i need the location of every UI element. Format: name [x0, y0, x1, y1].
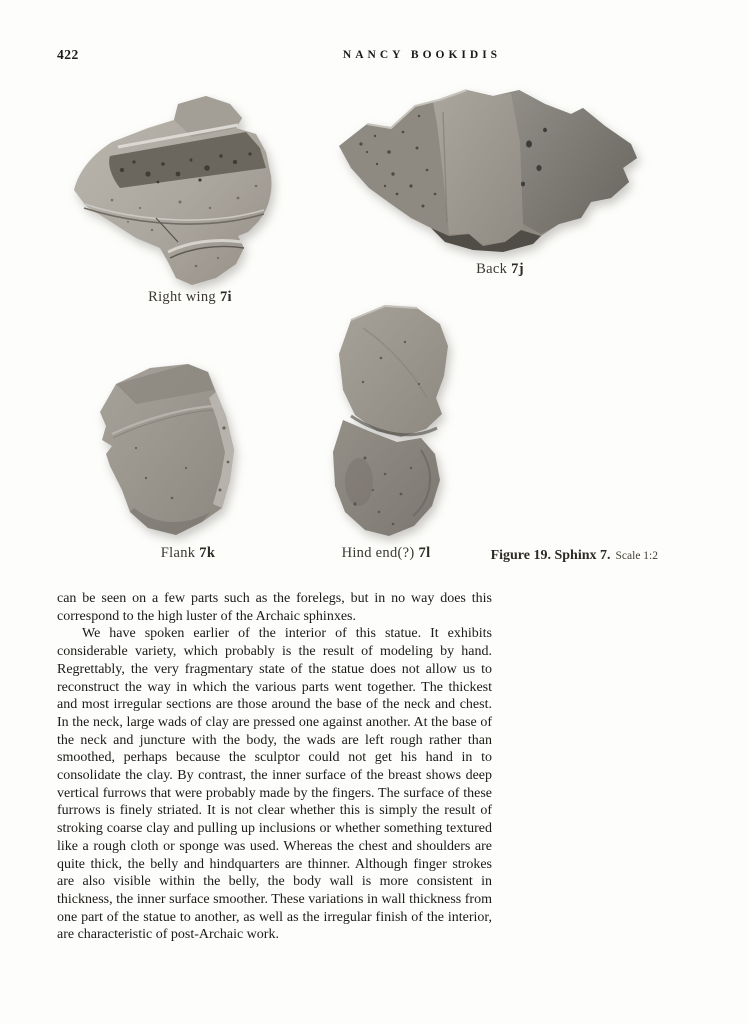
figure-caption-title: Figure 19. Sphinx 7.: [490, 548, 611, 563]
photo-hind-end-7l: [293, 298, 475, 546]
terracotta-fragment-flank-image: [76, 358, 262, 544]
photo-right-wing-7i: [60, 90, 290, 295]
photo-back-7j: [333, 82, 645, 260]
label-back-7j: [400, 261, 600, 278]
terracotta-fragment-back-image: [333, 82, 645, 260]
body-text-column: [57, 590, 492, 944]
figure-caption: [450, 546, 658, 564]
fragment-name: Hind end(?): [341, 545, 415, 561]
figure-caption-scale: Scale 1:2: [615, 550, 658, 562]
fragment-id: 7k: [199, 545, 216, 561]
fragment-id: 7l: [418, 545, 431, 561]
page-number: 422: [57, 47, 79, 62]
body-paragraph-interior: We have spoken earlier of the interior of this statue. It exhibits considerable variety, which probably is the result of modeling by hand. Regrettably, the very fragmentary state of the statue does not allow us to reconstruct the way in which the various parts went together. The thickest and most irregular sections are those around the base of the neck and chest. In the neck, large wads of clay are pressed one against another. At the base of the neck and juncture with the body, the wads are left rough rather than smoothed, perhaps because the sculptor could not get his hand in to consolidate the clay. By contrast, the inner surface of the breast shows deep vertical furrows that were probably made by the fingers. The surface of these furrows is finely striated. It is not clear whether this is simply the result of stroking coarse clay and pulling up inclusions or whether something textured like a rough cloth or sponge was used. Whereas the chest and shoulders are quite thick, the belly and hindquarters are thinner. Although finger strokes are also visible within the belly, the body wall is more consistent in thickness, the inner surface smoother. These variations in wall thickness from one part of the statue to another, as well as the irregular finish of the interior, are characteristic of post-Archaic work.: [57, 626, 492, 943]
fragment-name: Back: [476, 261, 508, 277]
photo-flank-7k: [76, 358, 262, 544]
terracotta-fragment-right-wing-image: [60, 90, 290, 295]
body-paragraph-continuation: can be seen on a few parts such as the forelegs, but in no way does this correspond to the high luster of the Archaic sphinxes.: [57, 591, 492, 624]
label-flank-7k: [88, 545, 288, 562]
fragment-id: 7j: [511, 261, 524, 277]
fragment-name: Flank: [160, 545, 196, 561]
fragment-id: 7i: [219, 289, 232, 305]
running-head-author: NANCY BOOKIDIS: [342, 49, 502, 61]
terracotta-fragment-hind-end-image: [293, 298, 475, 546]
fragment-name: Right wing: [148, 289, 216, 305]
